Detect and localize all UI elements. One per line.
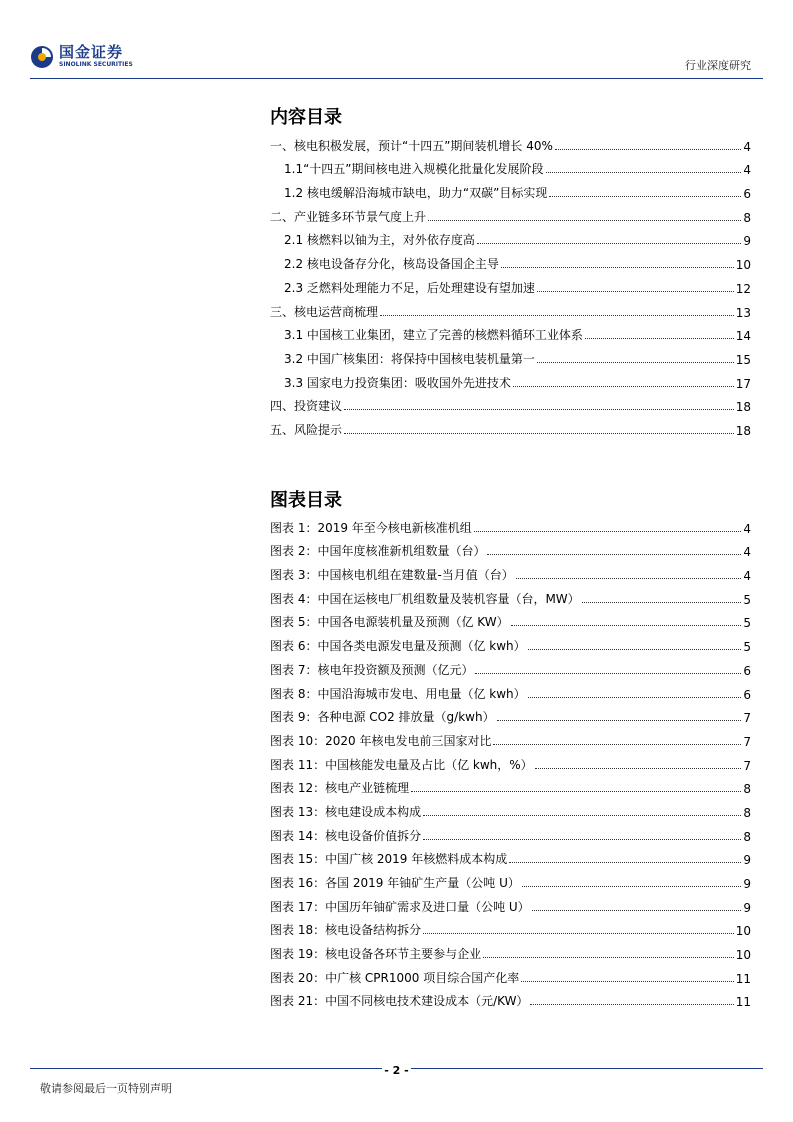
contents-entry-page: 17 <box>735 376 751 391</box>
contents-entry-label: 一、核电积极发展，预计“十四五”期间装机增长 40% <box>270 138 553 153</box>
figures-entry[interactable] <box>270 986 751 1010</box>
page-number: - 2 - <box>384 1064 409 1077</box>
contents-entry[interactable] <box>270 296 751 320</box>
figures-entry-label: 图表 5：中国各电源装机量及预测（亿 KW） <box>270 615 509 630</box>
contents-entry[interactable] <box>270 248 751 272</box>
contents-entry[interactable] <box>270 272 751 296</box>
company-logo <box>30 44 133 69</box>
figures-entry-page: 6 <box>743 663 751 678</box>
figures-entry[interactable] <box>270 536 751 560</box>
figures-entry[interactable] <box>270 891 751 915</box>
figures-entry[interactable] <box>270 773 751 797</box>
dot-leader <box>344 409 734 410</box>
dot-leader <box>530 1004 733 1005</box>
figures-entry-label: 图表 11：中国核能发电量及占比（亿 kwh，%） <box>270 757 533 772</box>
dot-leader <box>487 554 741 555</box>
contents-entry[interactable] <box>270 201 751 225</box>
disclaimer: 敬请参阅最后一页特别声明 <box>40 1082 172 1095</box>
figures-title: 图表目录 <box>270 490 342 511</box>
figures-entry-page: 4 <box>743 545 751 560</box>
figures-list <box>270 512 751 1009</box>
contents-entry-label: 1.2 核电缓解沿海城市缺电，助力“双碳”目标实现 <box>284 186 548 201</box>
figures-entry-label: 图表 13：核电建设成本构成 <box>270 804 422 819</box>
figures-entry[interactable] <box>270 915 751 939</box>
dot-leader <box>516 578 742 579</box>
figures-entry-label: 图表 4：中国在运核电厂机组数量及装机容量（台，MW） <box>270 591 580 606</box>
figures-entry[interactable] <box>270 678 751 702</box>
figures-entry-label: 图表 21：中国不同核电技术建设成本（元/KW） <box>270 994 529 1009</box>
dot-leader <box>511 625 742 626</box>
sinolink-logo-icon <box>30 45 54 69</box>
dot-leader <box>477 243 741 244</box>
figures-entry-page: 8 <box>743 782 751 797</box>
contents-title: 内容目录 <box>270 107 342 128</box>
figures-entry-label: 图表 1：2019 年至今核电新核准机组 <box>270 520 472 535</box>
dot-leader <box>582 602 742 603</box>
logo-english-name: SINOLINK SECURITIES <box>59 61 133 68</box>
contents-entry-page: 14 <box>735 329 751 344</box>
figures-entry-page: 9 <box>743 900 751 915</box>
dot-leader <box>483 957 734 958</box>
contents-entry-page: 18 <box>735 400 751 415</box>
contents-entry[interactable] <box>270 130 751 154</box>
contents-entry-label: 2.2 核电设备存分化，核岛设备国企主导 <box>284 257 499 272</box>
figures-entry[interactable] <box>270 749 751 773</box>
figures-entry-page: 11 <box>735 971 751 986</box>
contents-entry[interactable] <box>270 177 751 201</box>
dot-leader <box>528 697 742 698</box>
figures-entry-label: 图表 2：中国年度核准新机组数量（台） <box>270 544 486 559</box>
figures-entry-label: 图表 12：核电产业链梳理 <box>270 781 410 796</box>
contents-entry[interactable] <box>270 391 751 415</box>
dot-leader <box>522 886 742 887</box>
contents-entry[interactable] <box>270 225 751 249</box>
dot-leader <box>493 744 741 745</box>
report-type: 行业深度研究 <box>685 59 751 72</box>
figures-entry[interactable] <box>270 820 751 844</box>
contents-list <box>270 130 751 438</box>
logo-chinese-name: 国金证券 <box>59 43 124 61</box>
dot-leader <box>411 791 741 792</box>
figures-entry-label: 图表 8：中国沿海城市发电、用电量（亿 kwh） <box>270 686 526 701</box>
dot-leader <box>509 862 741 863</box>
figures-entry-page: 5 <box>743 592 751 607</box>
figures-entry-page: 7 <box>743 711 751 726</box>
figures-entry-page: 7 <box>743 758 751 773</box>
dot-leader <box>521 981 734 982</box>
figures-entry-label: 图表 6：中国各类电源发电量及预测（亿 kwh） <box>270 639 526 654</box>
contents-entry-label: 2.3 乏燃料处理能力不足，后处理建设有望加速 <box>284 280 535 295</box>
contents-entry-label: 三、核电运营商梳理 <box>270 304 379 319</box>
dot-leader <box>549 196 741 197</box>
header-divider <box>30 78 763 79</box>
figures-entry[interactable] <box>270 654 751 678</box>
dot-leader <box>344 433 734 434</box>
dot-leader <box>535 768 742 769</box>
figures-entry[interactable] <box>270 583 751 607</box>
figures-entry-page: 6 <box>743 687 751 702</box>
contents-entry-label: 四、投资建议 <box>270 399 343 414</box>
figures-entry[interactable] <box>270 725 751 749</box>
contents-entry-page: 4 <box>743 139 751 154</box>
figures-entry-label: 图表 17：中国历年铀矿需求及进口量（公吨 U） <box>270 899 530 914</box>
figures-entry-label: 图表 16：各国 2019 年铀矿生产量（公吨 U） <box>270 876 520 890</box>
contents-entry-label: 3.1 中国核工业集团，建立了完善的核燃料循环工业体系 <box>284 328 583 343</box>
contents-entry-label: 3.3 国家电力投资集团：吸收国外先进技术 <box>284 375 511 390</box>
figures-entry-page: 10 <box>735 948 751 963</box>
dot-leader <box>537 362 734 363</box>
figures-entry-page: 11 <box>735 995 751 1010</box>
dot-leader <box>423 815 741 816</box>
contents-entry-page: 13 <box>735 305 751 320</box>
contents-entry-page: 4 <box>743 163 751 178</box>
contents-entry-label: 3.2 中国广核集团：将保持中国核电装机量第一 <box>284 351 535 366</box>
contents-entry-label: 2.1 核燃料以铀为主，对外依存度高 <box>284 233 475 248</box>
dot-leader <box>585 338 734 339</box>
figures-entry-label: 图表 18：核电设备结构拆分 <box>270 923 422 938</box>
figures-entry[interactable] <box>270 844 751 868</box>
figures-entry-page: 5 <box>743 616 751 631</box>
dot-leader <box>497 720 742 721</box>
figures-entry[interactable] <box>270 607 751 631</box>
dot-leader <box>546 172 742 173</box>
contents-entry-label: 1.1“十四五”期间核电进入规模化批量化发展阶段 <box>284 162 544 177</box>
dot-leader <box>528 649 742 650</box>
figures-entry-page: 8 <box>743 805 751 820</box>
figures-entry-page: 8 <box>743 829 751 844</box>
figures-entry[interactable] <box>270 938 751 962</box>
contents-entry-page: 6 <box>743 187 751 202</box>
contents-entry-page: 10 <box>735 258 751 273</box>
figures-entry-page: 4 <box>743 569 751 584</box>
figures-entry-page: 10 <box>735 924 751 939</box>
contents-entry[interactable] <box>270 367 751 391</box>
figures-entry-page: 5 <box>743 640 751 655</box>
figures-entry[interactable] <box>270 559 751 583</box>
figures-entry-label: 图表 15：中国广核 2019 年核燃料成本构成 <box>270 852 508 867</box>
figures-entry[interactable] <box>270 962 751 986</box>
figures-entry-label: 图表 20：中广核 CPR1000 项目综合国产化率 <box>270 970 520 985</box>
dot-leader <box>532 910 742 911</box>
figures-entry-label: 图表 7：核电年投资额及预测（亿元） <box>270 662 474 677</box>
figures-entry-page: 9 <box>743 877 751 891</box>
figures-entry-page: 9 <box>743 853 751 868</box>
contents-entry-page: 18 <box>735 423 751 438</box>
figures-entry-label: 图表 10：2020 年核电发电前三国家对比 <box>270 733 492 748</box>
contents-entry-label: 二、产业链多环节景气度上升 <box>270 209 427 224</box>
dot-leader <box>474 531 742 532</box>
contents-entry-page: 12 <box>735 281 751 296</box>
page-header <box>0 0 793 80</box>
figures-entry[interactable] <box>270 702 751 726</box>
figures-entry-page: 7 <box>743 734 751 749</box>
dot-leader <box>555 149 741 150</box>
dot-leader <box>513 386 734 387</box>
figures-entry[interactable] <box>270 796 751 820</box>
dot-leader <box>423 933 734 934</box>
figures-entry-label: 图表 9：各种电源 CO2 排放量（g/kwh） <box>270 710 495 725</box>
contents-entry[interactable] <box>270 343 751 367</box>
figures-entry[interactable] <box>270 867 751 891</box>
figures-entry[interactable] <box>270 512 751 536</box>
dot-leader <box>501 267 734 268</box>
dot-leader <box>423 839 741 840</box>
dot-leader <box>475 673 741 674</box>
contents-entry-label: 五、风险提示 <box>270 422 343 437</box>
dot-leader <box>428 220 741 221</box>
contents-entry[interactable] <box>270 154 751 178</box>
contents-entry[interactable] <box>270 320 751 344</box>
figures-entry-label: 图表 3：中国核电机组在建数量-当月值（台） <box>270 568 514 583</box>
figures-entry-label: 图表 14：核电设备价值拆分 <box>270 828 422 843</box>
figures-entry-label: 图表 19：核电设备各环节主要参与企业 <box>270 947 482 962</box>
figures-entry-page: 4 <box>743 521 751 536</box>
figures-entry[interactable] <box>270 630 751 654</box>
contents-entry[interactable] <box>270 414 751 438</box>
contents-entry-page: 8 <box>743 210 751 225</box>
contents-entry-page: 15 <box>735 352 751 367</box>
contents-entry-page: 9 <box>743 234 751 249</box>
dot-leader <box>537 291 734 292</box>
dot-leader <box>380 315 734 316</box>
